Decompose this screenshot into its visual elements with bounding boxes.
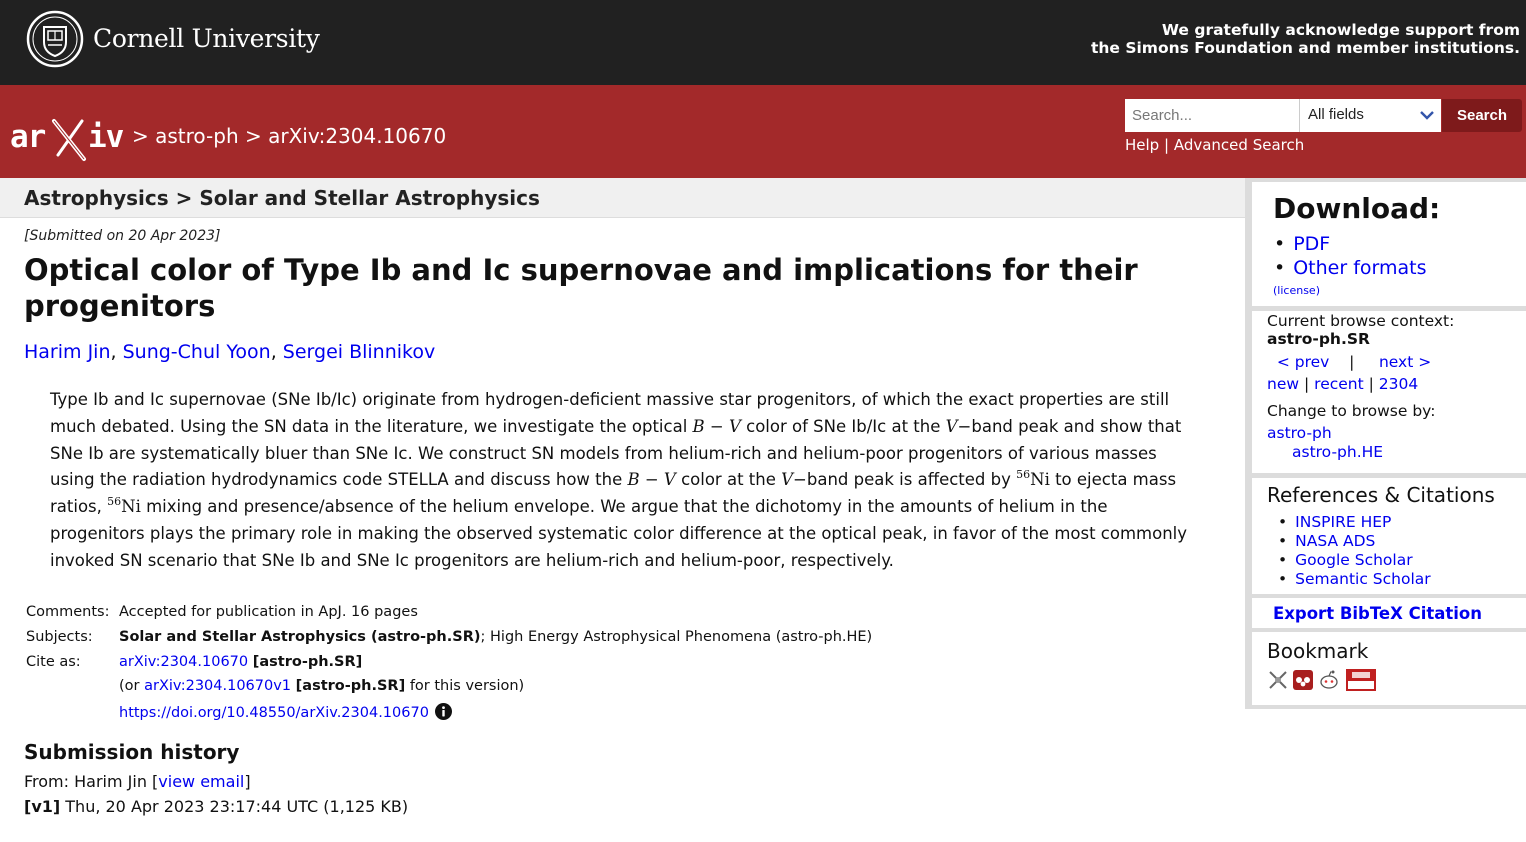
bibsonomy-icon[interactable] [1267,669,1289,691]
history-from-text: From: Harim Jin [ [24,772,159,791]
browse-context-label: Current browse context: [1267,312,1455,330]
download-item [1274,233,1330,255]
reference-item [1278,532,1375,550]
info-icon[interactable] [435,703,452,720]
month-link[interactable]: 2304 [1378,375,1419,393]
next-link[interactable]: next > [1378,353,1432,371]
svg-text:iv: iv [88,119,124,155]
bullet-icon: • [1274,233,1286,255]
support-line-2: the Simons Foundation and member institutions. [1090,39,1520,57]
abstract-text: Type Ib and Ic supernovae (SNe Ib/Ic) originate from hydrogen-deficient massive star progenitors, of which the exact properties are still much debated. Using the SN data in the literature, we investigate the optical [50,390,1170,436]
cite-class: [astro-ph.SR] [295,678,406,695]
abstract-math: B − V [692,416,741,436]
submission-from [24,772,251,791]
submission-version [24,797,408,816]
sidebar-content [1252,178,1526,709]
bookmark-title: Bookmark [1267,639,1369,663]
support-line-1: We gratefully acknowledge support from [1161,21,1520,39]
breadcrumb-paper-id: arXiv:2304.10670 [268,124,447,148]
arxiv-logo[interactable] [10,115,128,163]
google-scholar-link[interactable]: Google Scholar [1295,551,1413,569]
abstract [50,387,1200,575]
bullet-icon: • [1278,551,1288,569]
meta-cite-version [119,678,524,694]
version-date: Thu, 20 Apr 2023 23:17:44 UTC (1,125 KB) [60,797,409,816]
pdf-link[interactable]: PDF [1293,233,1331,255]
doi-link[interactable]: https://doi.org/10.48550/arXiv.2304.10670 [119,705,429,722]
meta-subjects [119,629,872,645]
abstract-math: V [781,470,794,490]
new-link[interactable]: new [1267,375,1300,393]
meta-doi [119,703,452,721]
meta-label: Comments: [26,604,110,620]
author-link[interactable]: Sung-Chul Yoon [122,341,271,363]
version-label: [v1] [24,797,61,816]
author-link[interactable]: Harim Jin [24,341,111,363]
help-sep: | [1163,136,1170,154]
cite-or-suffix: for this version) [409,678,525,695]
mendeley-icon[interactable] [1292,669,1314,691]
primary-subject: Solar and Stellar Astrophysics (astro-ph.SR) [119,628,481,645]
meta-label: Subjects: [26,628,93,645]
breadcrumb-astro-ph[interactable]: astro-ph [155,124,239,148]
author-list: Harim Jin, Sung-Chul Yoon, Sergei Blinnikov [24,341,436,363]
browse-astro-ph-link[interactable]: astro-ph [1267,424,1332,442]
cornell-wordmark[interactable]: Cornell University [93,24,320,53]
download-title: Download: [1273,192,1441,225]
abstract-text: −band peak and show that SNe Ib are systematically bluer than SNe Ic. We construct SN models from helium-rich and helium-poor progenitors of various masses using the radiation hydrodynamics code STELLA and discuss how the [50,416,1182,490]
cite-or-prefix: (or [119,678,140,695]
abstract-math: Ni [121,497,141,517]
nasa-ads-link[interactable]: NASA ADS [1295,532,1376,550]
search-field-value: All fields [1308,106,1364,123]
abstract-math: Ni [1030,470,1050,490]
sciencewise-icon[interactable] [1346,669,1376,691]
cite-class: [astro-ph.SR] [252,653,363,670]
breadcrumb-sep: > [132,124,149,148]
help-links [1125,136,1304,154]
search-button[interactable]: Search [1442,99,1522,132]
secondary-subjects: ; High Energy Astrophysical Phenomena (astro-ph.HE) [480,628,873,645]
abstract-math: B − V [627,470,676,490]
references-title: References & Citations [1267,483,1495,507]
history-from-text: ] [244,772,251,791]
browse-listing-links [1267,375,1418,393]
cornell-bar [0,0,1526,85]
view-email-link[interactable]: view email [158,772,245,791]
meta-comments: Accepted for publication in ApJ. 16 pages [119,604,418,620]
isotope-superscript: 56 [1016,468,1031,482]
bullet-icon: • [1278,570,1288,588]
reference-item [1278,513,1391,531]
isotope-superscript: 56 [107,495,122,509]
browse-prev-next [1267,353,1431,371]
bullet-icon: • [1278,513,1288,531]
reddit-icon[interactable] [1318,669,1340,691]
other-formats-link[interactable]: Other formats [1293,257,1427,279]
search-input[interactable] [1125,99,1299,132]
prev-link[interactable]: < prev [1276,353,1330,371]
reference-item [1278,551,1413,569]
browse-context-value: astro-ph.SR [1267,330,1370,348]
abstract-text: −band peak is affected by [793,470,1017,490]
help-link[interactable]: Help [1125,136,1160,154]
subject-header: Astrophysics > Solar and Stellar Astrophysics [24,186,540,210]
abstract-text: mixing and presence/absence of the helium envelope. We argue that the dichotomy in the amounts of helium in the progenitors plays the primary role in making the observed systematic color difference at the optical peak, in favor of the most commonly invoked SN scenario that SNe Ib and SNe Ic progenitors are helium-rich and helium-poor, respectively. [50,497,1188,570]
author-link[interactable]: Sergei Blinnikov [282,341,436,363]
browse-astro-ph-he-link[interactable]: astro-ph.HE [1292,443,1384,461]
cite-link[interactable]: arXiv:2304.10670 [119,653,249,670]
cornell-seal-icon[interactable] [26,10,84,68]
chevron-down-icon [1419,107,1435,123]
abstract-text: color of SNe Ib/Ic at the [740,416,946,436]
abstract-text: color at the [675,470,782,490]
svg-text:ar: ar [10,119,46,155]
semantic-scholar-link[interactable]: Semantic Scholar [1295,570,1431,588]
submission-date: [Submitted on 20 Apr 2023] [24,228,221,244]
bullet-icon: • [1274,257,1286,279]
export-bibtex-link[interactable]: Export BibTeX Citation [1273,604,1483,623]
change-browse-label: Change to browse by: [1267,402,1436,420]
support-notice [1091,21,1520,57]
submission-history-title: Submission history [24,740,240,764]
meta-cite [119,654,362,670]
abstract-text: to ejecta mass ratios, [50,470,1177,517]
breadcrumb [132,124,446,148]
nav-sep: | [1349,353,1355,371]
abstract-math: V [945,416,958,436]
inspire-hep-link[interactable]: INSPIRE HEP [1295,513,1392,531]
download-item [1274,257,1427,279]
recent-link[interactable]: recent [1314,375,1364,393]
reference-item [1278,570,1431,588]
advanced-search-link[interactable]: Advanced Search [1173,136,1305,154]
license-link[interactable]: (license) [1273,284,1320,297]
search-field-select[interactable] [1299,99,1441,132]
paper-title: Optical color of Type Ib and Ic supernovae and implications for their progenitors [24,253,1138,323]
bullet-icon: • [1278,532,1288,550]
cite-v1-link[interactable]: arXiv:2304.10670v1 [144,678,292,695]
nav-sep: | [1303,375,1310,393]
meta-label: Cite as: [26,653,81,670]
nav-sep: | [1368,375,1374,393]
breadcrumb-sep: > [244,124,262,148]
